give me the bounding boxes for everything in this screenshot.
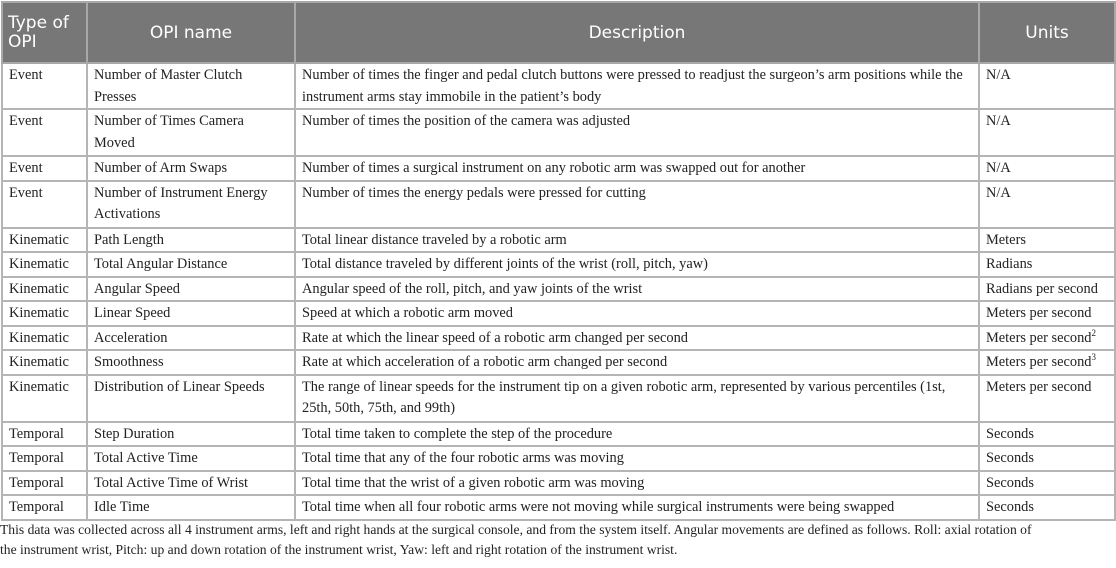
cell-name: Number of Instrument Energy Activations bbox=[87, 181, 295, 228]
cell-units bbox=[979, 156, 1115, 181]
cell-description: Rate at which the linear speed of a robotic arm changed per second bbox=[295, 326, 979, 351]
cell-type: Kinematic bbox=[2, 326, 87, 351]
cell-type: Event bbox=[2, 181, 87, 228]
cell-type: Kinematic bbox=[2, 301, 87, 326]
header-type: Type of OPI bbox=[2, 2, 87, 63]
cell-units bbox=[979, 63, 1115, 109]
units-text: Seconds bbox=[986, 425, 1034, 442]
table-row bbox=[2, 375, 1115, 422]
table-row bbox=[2, 277, 1115, 302]
cell-type: Kinematic bbox=[2, 252, 87, 277]
cell-description: Total time taken to complete the step of the procedure bbox=[295, 422, 979, 447]
units-text: Radians per second bbox=[986, 280, 1098, 297]
cell-description: The range of linear speeds for the instrument tip on a given robotic arm, represented by various percentiles (1st, 25th, 50th, 75th, and 99th) bbox=[295, 375, 979, 422]
table-row bbox=[2, 63, 1115, 109]
cell-units bbox=[979, 252, 1115, 277]
units-text: Radians bbox=[986, 256, 1033, 272]
table-row bbox=[2, 156, 1115, 181]
cell-name: Total Active Time of Wrist bbox=[87, 471, 295, 496]
table-row bbox=[2, 109, 1115, 156]
table-row bbox=[2, 422, 1115, 447]
cell-name: Smoothness bbox=[87, 350, 295, 375]
cell-type: Temporal bbox=[2, 422, 87, 447]
table-row bbox=[2, 228, 1115, 253]
cell-type: Kinematic bbox=[2, 228, 87, 253]
cell-description: Rate at which acceleration of a robotic arm changed per second bbox=[295, 350, 979, 375]
cell-name: Acceleration bbox=[87, 326, 295, 351]
footnote-line-2: the instrument wrist, Pitch: up and down rotation of the instrument wrist, Yaw: left and right rotation of the instrument wrist. bbox=[0, 541, 678, 557]
cell-type: Temporal bbox=[2, 471, 87, 496]
cell-description: Number of times the finger and pedal clutch buttons were pressed to readjust the surgeon’s arm positions while the instrument arms stay immobile in the patient’s body bbox=[295, 63, 979, 109]
units-text: Meters per second bbox=[986, 378, 1092, 395]
cell-name: Distribution of Linear Speeds bbox=[87, 375, 295, 422]
units-text: Meters per second bbox=[986, 329, 1092, 346]
cell-name: Total Angular Distance bbox=[87, 252, 295, 277]
header-description: Description bbox=[295, 2, 979, 63]
cell-units bbox=[979, 350, 1115, 375]
table-row bbox=[2, 350, 1115, 375]
cell-name: Number of Arm Swaps bbox=[87, 156, 295, 181]
cell-units bbox=[979, 471, 1115, 496]
cell-description: Total time that the wrist of a given robotic arm was moving bbox=[295, 471, 979, 496]
header-row bbox=[2, 2, 1115, 63]
cell-name: Angular Speed bbox=[87, 277, 295, 302]
cell-type: Kinematic bbox=[2, 277, 87, 302]
units-text: N/A bbox=[986, 184, 1011, 201]
table-footnote bbox=[0, 520, 1116, 559]
cell-units bbox=[979, 109, 1115, 156]
units-text: Meters per second bbox=[986, 354, 1092, 370]
cell-units bbox=[979, 277, 1115, 302]
cell-description: Speed at which a robotic arm moved bbox=[295, 301, 979, 326]
cell-description: Number of times a surgical instrument on any robotic arm was swapped out for another bbox=[295, 156, 979, 181]
cell-type: Temporal bbox=[2, 495, 87, 520]
table-row bbox=[2, 301, 1115, 326]
cell-units bbox=[979, 375, 1115, 422]
cell-units bbox=[979, 301, 1115, 326]
cell-type: Kinematic bbox=[2, 375, 87, 422]
units-text: Meters bbox=[986, 231, 1026, 248]
table-row bbox=[2, 326, 1115, 351]
units-text: N/A bbox=[986, 160, 1011, 176]
cell-description: Number of times the energy pedals were pressed for cutting bbox=[295, 181, 979, 228]
cell-description: Number of times the position of the camera was adjusted bbox=[295, 109, 979, 156]
table-row bbox=[2, 252, 1115, 277]
cell-name: Total Active Time bbox=[87, 446, 295, 471]
units-text: Seconds bbox=[986, 450, 1034, 466]
cell-type: Event bbox=[2, 156, 87, 181]
table-row bbox=[2, 471, 1115, 496]
units-text: N/A bbox=[986, 113, 1011, 129]
cell-description: Total time that any of the four robotic arms was moving bbox=[295, 446, 979, 471]
cell-description: Angular speed of the roll, pitch, and yaw joints of the wrist bbox=[295, 277, 979, 302]
cell-units bbox=[979, 446, 1115, 471]
cell-type: Temporal bbox=[2, 446, 87, 471]
cell-name: Number of Times Camera Moved bbox=[87, 109, 295, 156]
cell-name: Idle Time bbox=[87, 495, 295, 520]
cell-type: Kinematic bbox=[2, 350, 87, 375]
units-text: N/A bbox=[986, 67, 1011, 83]
units-superscript: 3 bbox=[1091, 352, 1096, 363]
cell-type: Event bbox=[2, 63, 87, 109]
units-text: Seconds bbox=[986, 499, 1034, 515]
units-text: Seconds bbox=[986, 474, 1034, 491]
cell-units bbox=[979, 422, 1115, 447]
cell-units bbox=[979, 228, 1115, 253]
units-superscript: 2 bbox=[1091, 327, 1096, 338]
cell-name: Number of Master Clutch Presses bbox=[87, 63, 295, 109]
cell-name: Linear Speed bbox=[87, 301, 295, 326]
cell-description: Total linear distance traveled by a robotic arm bbox=[295, 228, 979, 253]
cell-units bbox=[979, 181, 1115, 228]
cell-units bbox=[979, 326, 1115, 351]
table-row bbox=[2, 446, 1115, 471]
footnote-line-1: This data was collected across all 4 instrument arms, left and right hands at the surgical console, and from the system itself. Angular movements are defined as follows. Roll: axial rotation of bbox=[0, 522, 1032, 537]
table-row bbox=[2, 181, 1115, 228]
table-row bbox=[2, 495, 1115, 520]
cell-units bbox=[979, 495, 1115, 520]
header-units: Units bbox=[979, 2, 1115, 63]
cell-type: Event bbox=[2, 109, 87, 156]
cell-description: Total distance traveled by different joints of the wrist (roll, pitch, yaw) bbox=[295, 252, 979, 277]
cell-name: Step Duration bbox=[87, 422, 295, 447]
header-name: OPI name bbox=[87, 2, 295, 63]
cell-description: Total time when all four robotic arms were not moving while surgical instruments were being swapped bbox=[295, 495, 979, 520]
opi-table bbox=[1, 1, 1116, 521]
units-text: Meters per second bbox=[986, 305, 1092, 321]
cell-name: Path Length bbox=[87, 228, 295, 253]
